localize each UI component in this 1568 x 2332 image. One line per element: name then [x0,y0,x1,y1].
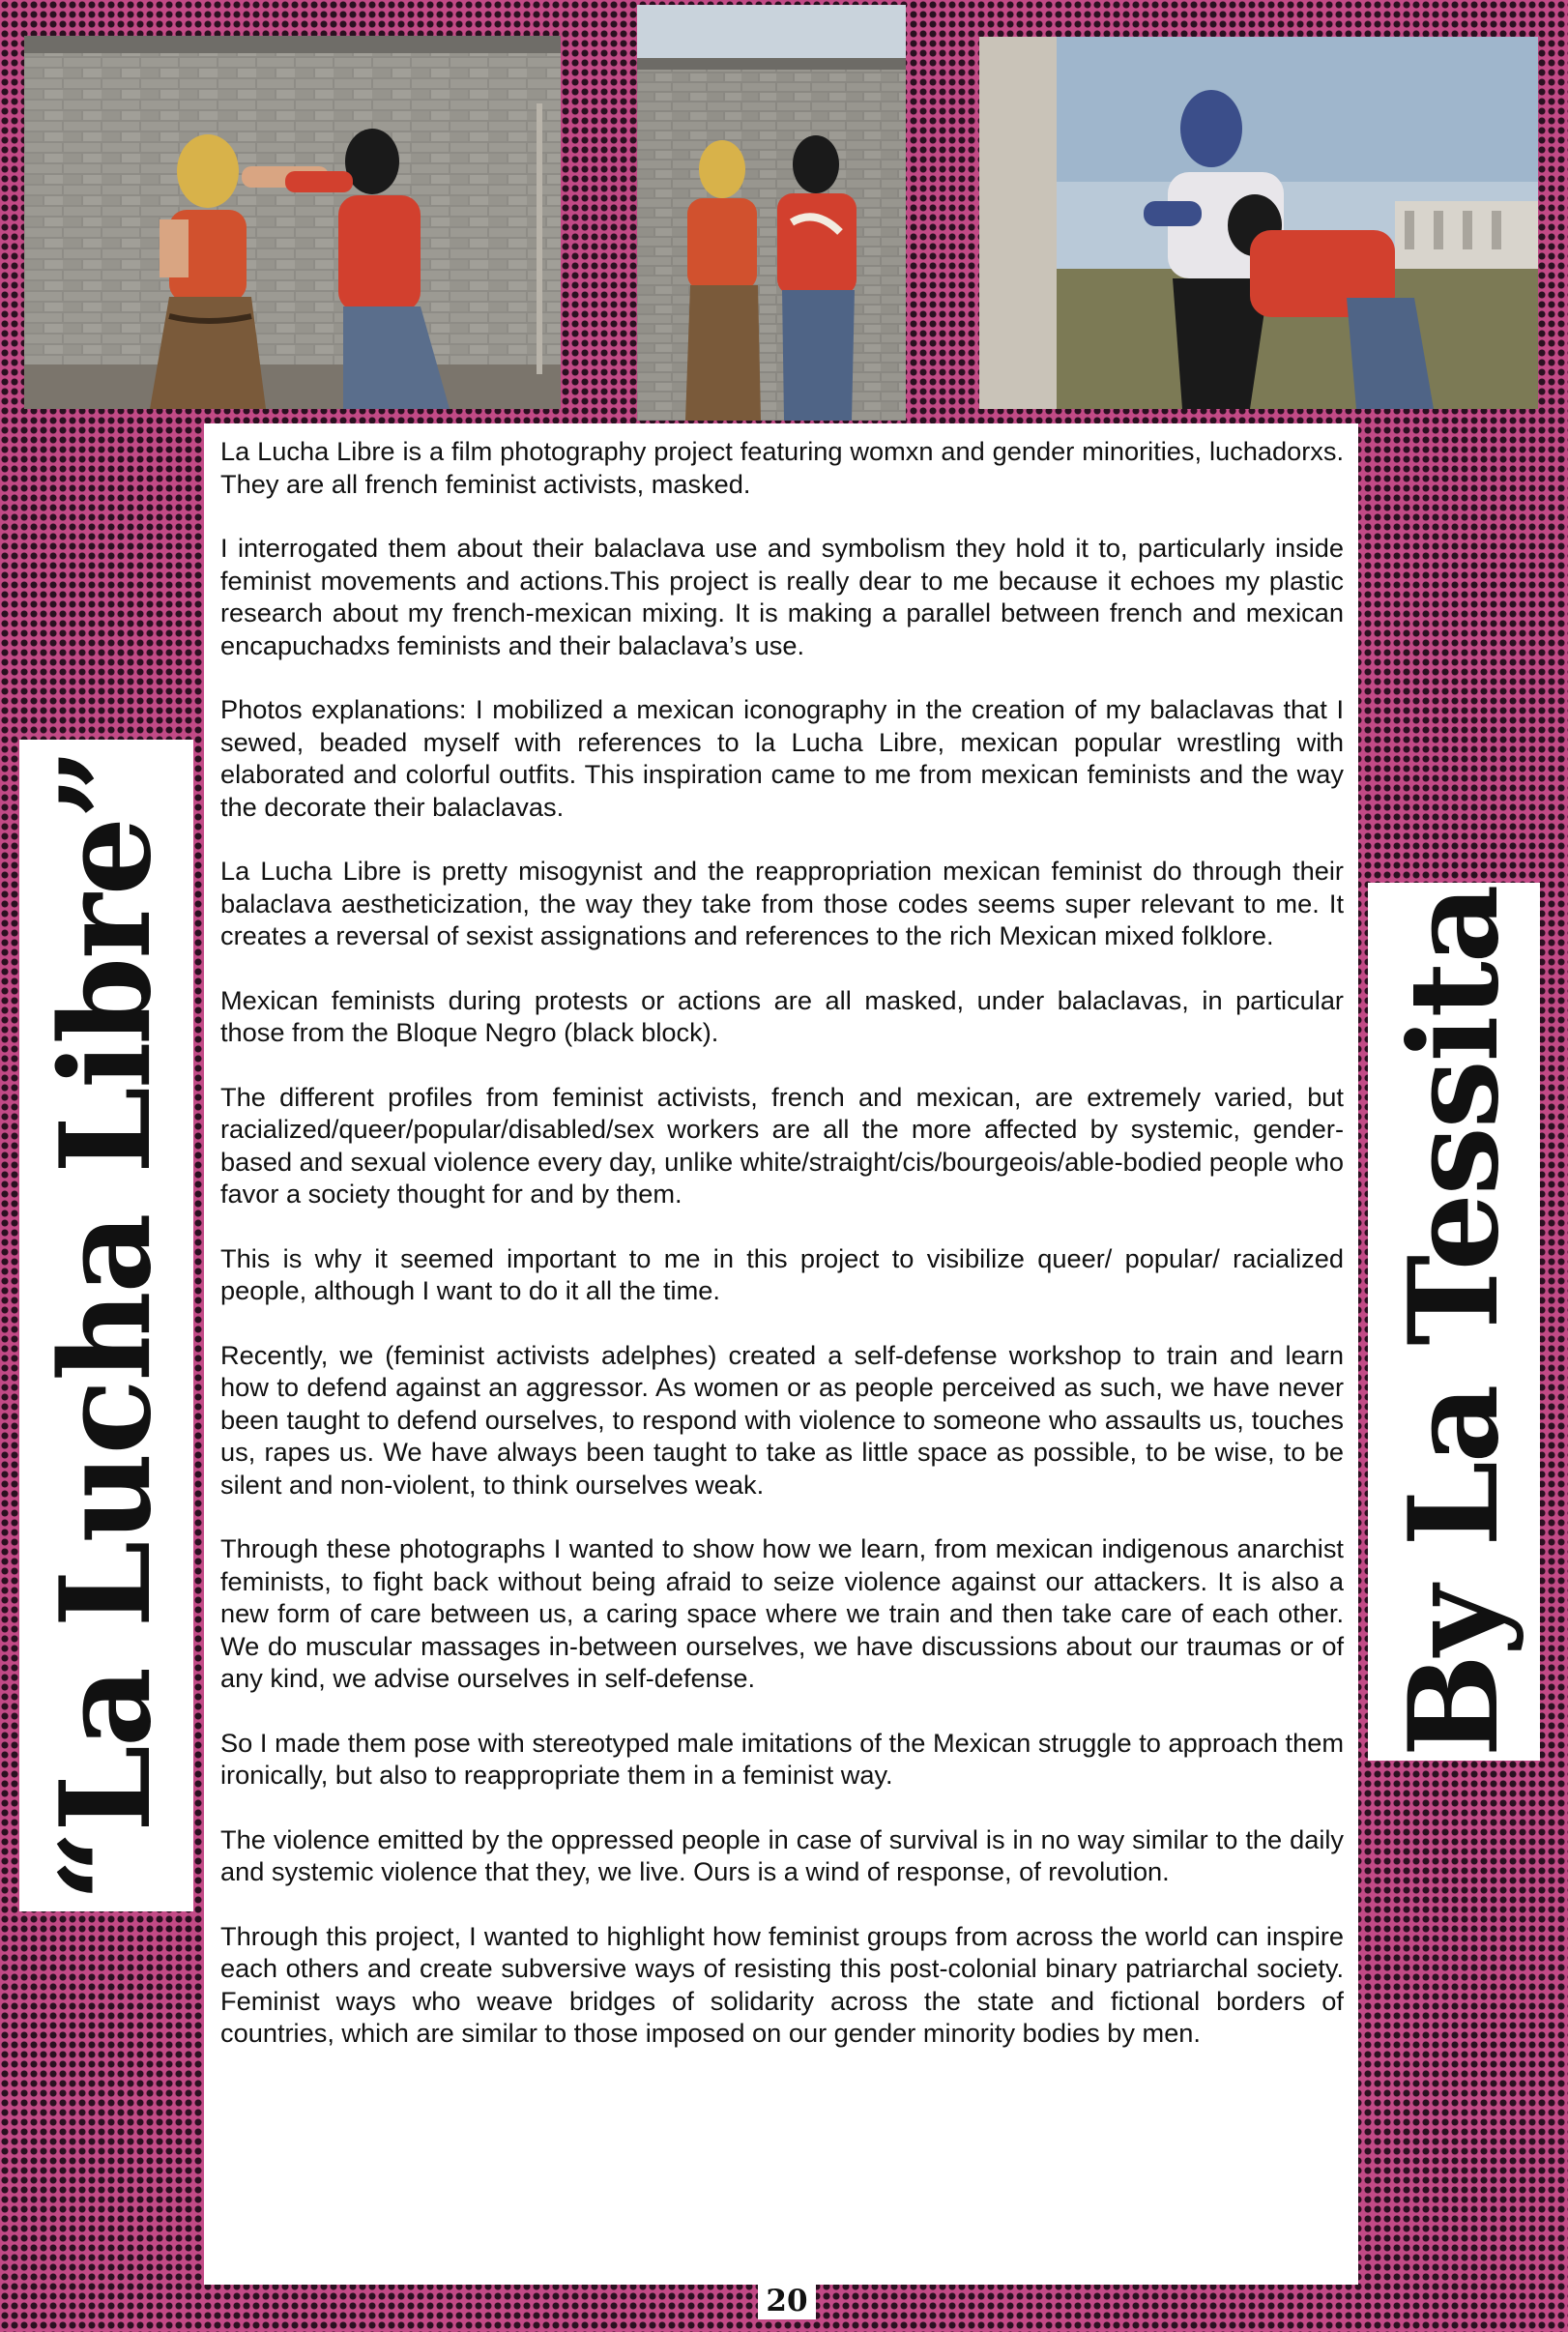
article-paragraph: This is why it seemed important to me in this project to visibilize queer/ popular/ racialized people, although I want to do it all the time. [220,1242,1344,1305]
article-text-panel [204,423,1358,2285]
article-paragraph: La Lucha Libre is pretty misogynist and the reappropriation mexican feminist do through their balaclava aestheticization, the way they take from those codes seems super relevant to me. It creates a reversal of sexist assignations and references to the rich Mexican mixed folklore. [220,856,1344,950]
article-paragraph: Mexican feminists during protests or actions are all masked, under balaclavas, in particular those from the Bloque Negro (black block). [220,984,1344,1047]
photo-wrestlers-standing [637,5,906,421]
article-paragraph: Photos explanations: I mobilized a mexican iconography in the creation of my balaclavas that I sewed, beaded myself with references to la Lucha Libre, mexican popular wrestling with elaborated and colorful outfits. This inspiration came to me from mexican feminists and the way the decorate their balaclavas. [220,694,1344,822]
article-title: “La Lucha Libre” [34,749,179,1902]
author-byline: By La Tessita [1382,886,1525,1758]
article-paragraph: Through these photographs I wanted to show how we learn, from mexican indigenous anarchist feminists, to fight back without being afraid to seize violence against our attackers. It is also a new form of care between us, a caring space where we train and then take care of each other. We do muscular massages in-between ourselves, we have discussions about our traumas or of any kind, we advise ourselves in self-defense. [220,1533,1344,1693]
photo-wrestlers-rooftop [979,37,1538,409]
article-paragraph: I interrogated them about their balaclava use and symbolism they hold it to, particularly inside feminist movements and actions.This project is really dear to me because it echoes my plastic research about my french-mexican mixing. It is making a parallel between french and mexican encapuchadxs feminists and their balaclava’s use. [220,533,1344,660]
article-title-box [19,740,193,1911]
author-byline-box [1368,883,1540,1761]
article-paragraph: The violence emitted by the oppressed people in case of survival is in no way similar to the daily and systemic violence that they, we live. Ours is a wind of response, of revolution. [220,1823,1344,1886]
article-paragraph: Through this project, I wanted to highlight how feminist groups from across the world can inspire each others and create subversive ways of resisting this post-colonial binary patriarchal society. Feminist ways who weave bridges of solidarity across the state and fictional borders of countries, which are similar to those imposed on our gender minority bodies by men. [220,1920,1344,2048]
article-paragraph: The different profiles from feminist activists, french and mexican, are extremely varied, but racialized/queer/popular/disabled/sex workers are all the more affected by systemic, gender-based and sexual violence every day, unlike white/straight/cis/bourgeois/able-bodied people who favor a society thought for and by them. [220,1081,1344,1209]
article-paragraph: Recently, we (feminist activists adelphes) created a self-defense workshop to train and learn how to defend against an aggressor. As women or as people perceived as such, we have never been taught to defend ourselves, to respond with violence to someone who assaults us, touches us, rapes us. We have always been taught to take as little space as possible, to be wise, to be silent and non-violent, to think ourselves weak. [220,1339,1344,1500]
page-number: 20 [758,2283,816,2319]
article-paragraph: La Lucha Libre is a film photography project featuring womxn and gender minorities, luchadorxs. They are all french feminist activists, masked. [220,436,1344,499]
article-paragraph: So I made them pose with stereotyped male imitations of the Mexican struggle to approach them ironically, but also to reappropriate them in a feminist way. [220,1727,1344,1790]
photo-wrestlers-fighting [24,36,561,409]
